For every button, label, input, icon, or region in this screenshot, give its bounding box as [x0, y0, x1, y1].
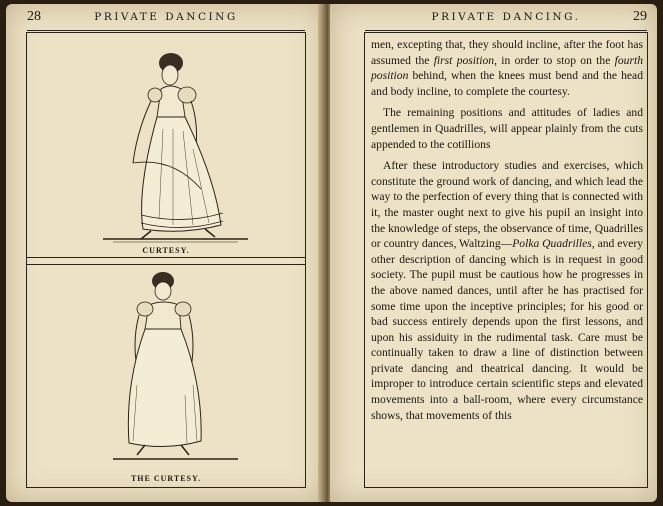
right-page-number: 29	[633, 9, 647, 24]
curtsy-figure-engraving-2	[33, 265, 299, 479]
bottom-figure-caption: THE CURTESY.	[130, 474, 202, 483]
right-running-head: PRIVATE DANCING.	[431, 11, 581, 23]
right-head-rule	[365, 30, 647, 31]
paragraph-1-italic-b: fourth position	[371, 53, 644, 83]
paragraph-3-text-a: After these introductory studies and exercises, which constitute the ground work of dancing, and which lead the way to the perfection of every thing that is connected with it, the master ought next to give his pupil an insight into the knowledge of steps, the observance of time, Quadrilles or country dances, Waltzing—	[371, 159, 643, 251]
top-figure-caption: CURTESY.	[142, 246, 190, 255]
paragraph-1	[371, 37, 643, 99]
paragraph-3-text-b: , and every other description of dancing which is in request in good society. The pupil must be cautious how he progresses in the above named dances, until after he has practised for some time upon the inceptive principles; for his good or bad success entirely depends upon the first lessons, and upon his assiduity in the rudimental task. Care must be continually taken to draw a line of distinction between private dancing and theatrical dancing. It would be improper to introduce certain scientific steps and elevated movements into a ball-room, where every circumstance shows, that movements of this	[371, 237, 643, 422]
paragraph-1-text-b: , in order to stop on the	[494, 53, 615, 67]
paragraph-1-text-a: men, excepting that, they should incline, after the foot has assumed the	[371, 38, 643, 67]
body-text	[371, 37, 643, 429]
paragraph-1-text-c: behind, when the knees must bend and the head and body incline, to complete the courtesy.	[371, 69, 643, 98]
paragraph-2: The remaining positions and attitudes of ladies and gentlemen in Quadrilles, will appear plainly from the cuts appended to the cotillions	[371, 106, 643, 151]
paragraph-3	[371, 158, 643, 423]
left-page-frame	[26, 9, 306, 488]
left-page	[6, 4, 324, 502]
figure-divider	[27, 257, 305, 265]
left-page-number: 28	[27, 9, 41, 24]
curtsy-figure-engraving-1	[33, 39, 299, 253]
paragraph-1-italic-a: first position	[433, 53, 495, 67]
curtesy-illustration-top	[33, 39, 299, 253]
left-running-head: PRIVATE DANCING	[94, 11, 238, 23]
left-head-rule	[27, 30, 305, 31]
right-page-frame	[364, 9, 648, 488]
right-page	[330, 4, 657, 502]
curtesy-illustration-bottom	[33, 265, 299, 483]
paragraph-3-italic: Polka Quadrilles	[512, 237, 592, 251]
